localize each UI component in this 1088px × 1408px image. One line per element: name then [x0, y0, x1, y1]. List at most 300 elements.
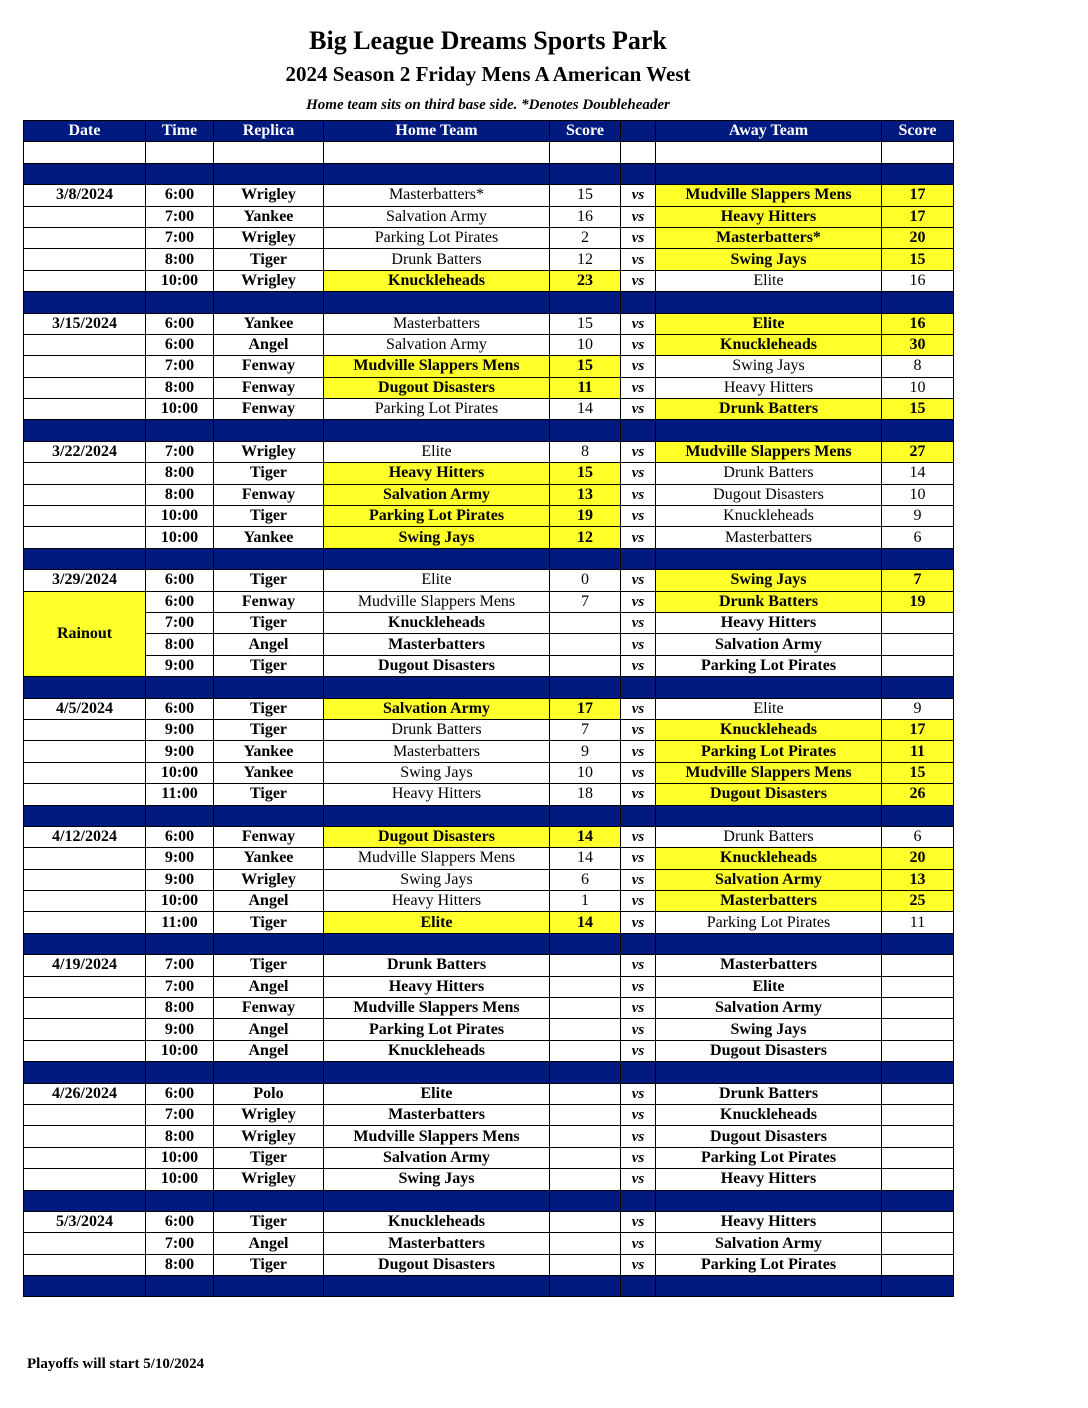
game-row: [24, 377, 954, 398]
away-score: [882, 998, 954, 1019]
date-cell: [24, 1019, 146, 1040]
date-cell: [24, 399, 146, 420]
game-row: [24, 249, 954, 270]
empty-cell: [324, 1276, 550, 1297]
away-score: 15: [882, 399, 954, 420]
home-team: Salvation Army: [324, 698, 550, 719]
game-row: [24, 741, 954, 762]
game-row: [24, 527, 954, 548]
empty-cell: [24, 1276, 146, 1297]
home-team: Dugout Disasters: [324, 655, 550, 676]
home-score: [550, 1019, 621, 1040]
away-score: 19: [882, 591, 954, 612]
empty-cell: [550, 292, 621, 313]
game-time: 8:00: [146, 484, 214, 505]
field-replica: Fenway: [214, 826, 324, 847]
date-cell: [24, 334, 146, 355]
empty-cell: [621, 142, 656, 163]
field-replica: Wrigley: [214, 869, 324, 890]
page-title: Big League Dreams Sports Park: [309, 26, 667, 55]
empty-cell: [24, 1190, 146, 1211]
empty-cell: [882, 548, 954, 569]
away-team: Drunk Batters: [656, 399, 882, 420]
empty-cell: [882, 1190, 954, 1211]
field-replica: Angel: [214, 1019, 324, 1040]
home-score: [550, 1169, 621, 1190]
away-team: Swing Jays: [656, 356, 882, 377]
away-score: [882, 1019, 954, 1040]
week-separator-row: [24, 933, 954, 954]
home-score: [550, 1040, 621, 1061]
game-row: [24, 591, 954, 612]
away-team: Dugout Disasters: [656, 1040, 882, 1061]
game-time: 6:00: [146, 826, 214, 847]
field-replica: Tiger: [214, 1211, 324, 1232]
empty-cell: [550, 677, 621, 698]
empty-cell: [882, 142, 954, 163]
away-team: Swing Jays: [656, 249, 882, 270]
game-time: 6:00: [146, 570, 214, 591]
home-score: 12: [550, 527, 621, 548]
game-row: [24, 484, 954, 505]
game-row: [24, 1169, 954, 1190]
vs-label: vs: [621, 356, 656, 377]
empty-cell: [656, 420, 882, 441]
game-time: 9:00: [146, 655, 214, 676]
game-row: [24, 1147, 954, 1168]
week-separator-row: [24, 1276, 954, 1297]
game-time: 9:00: [146, 719, 214, 740]
away-score: [882, 634, 954, 655]
game-time: 11:00: [146, 912, 214, 933]
home-team: Mudville Slappers Mens: [324, 848, 550, 869]
home-score: [550, 1211, 621, 1232]
field-replica: Yankee: [214, 848, 324, 869]
home-score: 0: [550, 570, 621, 591]
empty-cell: [214, 420, 324, 441]
home-score: 7: [550, 591, 621, 612]
vs-label: vs: [621, 399, 656, 420]
date-cell: [24, 527, 146, 548]
empty-cell: [882, 933, 954, 954]
field-replica: Wrigley: [214, 270, 324, 291]
empty-cell: [656, 292, 882, 313]
home-score: 9: [550, 741, 621, 762]
empty-cell: [621, 1190, 656, 1211]
col-date: Date: [24, 121, 146, 142]
vs-label: vs: [621, 741, 656, 762]
away-team: Parking Lot Pirates: [656, 912, 882, 933]
field-replica: Fenway: [214, 591, 324, 612]
week-separator-row: [24, 163, 954, 184]
field-replica: Fenway: [214, 377, 324, 398]
away-team: Parking Lot Pirates: [656, 655, 882, 676]
game-time: 6:00: [146, 1211, 214, 1232]
field-replica: Tiger: [214, 612, 324, 633]
home-team: Heavy Hitters: [324, 784, 550, 805]
date-cell: [24, 891, 146, 912]
home-team: Masterbatters: [324, 313, 550, 334]
away-team: Salvation Army: [656, 998, 882, 1019]
vs-label: vs: [621, 698, 656, 719]
empty-cell: [214, 1190, 324, 1211]
away-team: Masterbatters: [656, 955, 882, 976]
vs-label: vs: [621, 506, 656, 527]
field-replica: Wrigley: [214, 227, 324, 248]
field-replica: Yankee: [214, 741, 324, 762]
empty-cell: [621, 548, 656, 569]
away-team: Mudville Slappers Mens: [656, 762, 882, 783]
field-replica: Tiger: [214, 249, 324, 270]
game-row: [24, 1019, 954, 1040]
game-row: [24, 356, 954, 377]
empty-cell: [214, 142, 324, 163]
away-team: Knuckleheads: [656, 334, 882, 355]
vs-label: vs: [621, 869, 656, 890]
vs-label: vs: [621, 270, 656, 291]
home-score: [550, 1233, 621, 1254]
empty-cell: [621, 1276, 656, 1297]
away-score: [882, 1083, 954, 1104]
empty-cell: [146, 1190, 214, 1211]
away-team: Swing Jays: [656, 1019, 882, 1040]
home-score: 7: [550, 719, 621, 740]
field-replica: Yankee: [214, 313, 324, 334]
game-date: 3/29/2024: [24, 570, 146, 591]
game-row: [24, 912, 954, 933]
vs-label: vs: [621, 655, 656, 676]
vs-label: vs: [621, 826, 656, 847]
empty-cell: [146, 292, 214, 313]
home-score: 15: [550, 463, 621, 484]
home-score: 6: [550, 869, 621, 890]
home-score: 14: [550, 826, 621, 847]
away-team: Knuckleheads: [656, 848, 882, 869]
game-row: [24, 441, 954, 462]
date-cell: [24, 1104, 146, 1125]
home-team: Elite: [324, 570, 550, 591]
away-score: 17: [882, 719, 954, 740]
empty-cell: [214, 805, 324, 826]
field-replica: Fenway: [214, 484, 324, 505]
home-team: Knuckleheads: [324, 270, 550, 291]
empty-cell: [621, 163, 656, 184]
away-score: [882, 1211, 954, 1232]
game-row: [24, 1211, 954, 1232]
field-replica: Angel: [214, 1040, 324, 1061]
vs-label: vs: [621, 377, 656, 398]
empty-cell: [656, 1062, 882, 1083]
game-time: 10:00: [146, 1169, 214, 1190]
empty-cell: [621, 677, 656, 698]
game-date: 4/5/2024: [24, 698, 146, 719]
home-score: [550, 634, 621, 655]
away-team: Elite: [656, 698, 882, 719]
empty-cell: [214, 548, 324, 569]
game-time: 8:00: [146, 1254, 214, 1275]
away-score: [882, 1147, 954, 1168]
date-cell: [24, 1040, 146, 1061]
date-cell: [24, 506, 146, 527]
home-team: Parking Lot Pirates: [324, 1019, 550, 1040]
date-cell: [24, 1254, 146, 1275]
game-row: [24, 334, 954, 355]
vs-label: vs: [621, 484, 656, 505]
home-score: [550, 1254, 621, 1275]
field-replica: Fenway: [214, 399, 324, 420]
empty-cell: [214, 677, 324, 698]
away-score: 11: [882, 741, 954, 762]
away-team: Mudville Slappers Mens: [656, 441, 882, 462]
week-separator-row: [24, 805, 954, 826]
date-cell: [24, 912, 146, 933]
vs-label: vs: [621, 185, 656, 206]
away-score: [882, 1169, 954, 1190]
away-team: Elite: [656, 313, 882, 334]
field-replica: Tiger: [214, 719, 324, 740]
empty-cell: [621, 1062, 656, 1083]
vs-label: vs: [621, 955, 656, 976]
date-cell: [24, 848, 146, 869]
week-separator-row: [24, 1190, 954, 1211]
game-row: [24, 655, 954, 676]
away-score: [882, 1126, 954, 1147]
away-score: [882, 1040, 954, 1061]
home-team: Swing Jays: [324, 869, 550, 890]
field-replica: Tiger: [214, 698, 324, 719]
empty-cell: [882, 292, 954, 313]
game-row: [24, 955, 954, 976]
game-time: 8:00: [146, 463, 214, 484]
away-score: [882, 1104, 954, 1125]
home-score: 17: [550, 698, 621, 719]
empty-cell: [146, 1276, 214, 1297]
away-team: Swing Jays: [656, 570, 882, 591]
date-cell: [24, 998, 146, 1019]
game-time: 8:00: [146, 377, 214, 398]
field-replica: Wrigley: [214, 1126, 324, 1147]
empty-cell: [656, 1190, 882, 1211]
vs-label: vs: [621, 334, 656, 355]
vs-label: vs: [621, 570, 656, 591]
home-score: 14: [550, 848, 621, 869]
game-time: 10:00: [146, 762, 214, 783]
rainout-label: Rainout: [24, 591, 146, 677]
away-team: Mudville Slappers Mens: [656, 185, 882, 206]
away-team: Elite: [656, 976, 882, 997]
away-score: 15: [882, 249, 954, 270]
empty-cell: [146, 1062, 214, 1083]
week-separator-row: [24, 548, 954, 569]
home-score: [550, 655, 621, 676]
game-date: 4/26/2024: [24, 1083, 146, 1104]
empty-cell: [146, 548, 214, 569]
home-team: Salvation Army: [324, 1147, 550, 1168]
date-cell: [24, 227, 146, 248]
game-row: [24, 1104, 954, 1125]
field-replica: Angel: [214, 1233, 324, 1254]
game-time: 10:00: [146, 399, 214, 420]
game-row: [24, 463, 954, 484]
empty-cell: [656, 163, 882, 184]
game-time: 7:00: [146, 1233, 214, 1254]
empty-cell: [882, 420, 954, 441]
home-score: [550, 1147, 621, 1168]
empty-cell: [24, 933, 146, 954]
away-score: 15: [882, 762, 954, 783]
empty-cell: [882, 805, 954, 826]
vs-label: vs: [621, 634, 656, 655]
home-team: Knuckleheads: [324, 1040, 550, 1061]
empty-cell: [656, 677, 882, 698]
blank-row: [24, 142, 954, 163]
home-team: Elite: [324, 441, 550, 462]
date-cell: [24, 1126, 146, 1147]
home-score: 15: [550, 356, 621, 377]
away-team: Dugout Disasters: [656, 1126, 882, 1147]
game-date: 3/8/2024: [24, 185, 146, 206]
game-row: [24, 206, 954, 227]
field-replica: Wrigley: [214, 1104, 324, 1125]
away-score: [882, 1233, 954, 1254]
game-time: 7:00: [146, 206, 214, 227]
week-separator-row: [24, 677, 954, 698]
away-score: 9: [882, 506, 954, 527]
away-team: Masterbatters: [656, 891, 882, 912]
field-replica: Tiger: [214, 463, 324, 484]
away-score: 20: [882, 848, 954, 869]
empty-cell: [324, 1062, 550, 1083]
home-team: Masterbatters: [324, 1104, 550, 1125]
home-score: 16: [550, 206, 621, 227]
home-score: [550, 955, 621, 976]
game-time: 10:00: [146, 1040, 214, 1061]
empty-cell: [656, 805, 882, 826]
date-cell: [24, 976, 146, 997]
home-team: Knuckleheads: [324, 1211, 550, 1232]
empty-cell: [324, 163, 550, 184]
game-row: [24, 848, 954, 869]
away-team: Salvation Army: [656, 634, 882, 655]
game-time: 8:00: [146, 634, 214, 655]
empty-cell: [214, 1062, 324, 1083]
field-replica: Angel: [214, 891, 324, 912]
away-team: Drunk Batters: [656, 826, 882, 847]
empty-cell: [882, 677, 954, 698]
home-team: Mudville Slappers Mens: [324, 591, 550, 612]
vs-label: vs: [621, 912, 656, 933]
away-score: 6: [882, 527, 954, 548]
vs-label: vs: [621, 976, 656, 997]
home-team: Parking Lot Pirates: [324, 506, 550, 527]
game-row: [24, 227, 954, 248]
empty-cell: [324, 420, 550, 441]
away-score: 27: [882, 441, 954, 462]
field-replica: Angel: [214, 634, 324, 655]
vs-label: vs: [621, 227, 656, 248]
empty-cell: [324, 805, 550, 826]
home-team: Masterbatters: [324, 634, 550, 655]
field-replica: Yankee: [214, 206, 324, 227]
game-row: [24, 719, 954, 740]
home-score: [550, 1083, 621, 1104]
field-replica: Angel: [214, 976, 324, 997]
game-time: 7:00: [146, 976, 214, 997]
game-date: 5/3/2024: [24, 1211, 146, 1232]
home-score: 10: [550, 334, 621, 355]
field-replica: Tiger: [214, 655, 324, 676]
away-team: Drunk Batters: [656, 1083, 882, 1104]
game-time: 7:00: [146, 955, 214, 976]
home-team: Salvation Army: [324, 334, 550, 355]
game-time: 8:00: [146, 1126, 214, 1147]
away-score: 10: [882, 377, 954, 398]
game-row: [24, 313, 954, 334]
home-team: Mudville Slappers Mens: [324, 1126, 550, 1147]
vs-label: vs: [621, 249, 656, 270]
game-row: [24, 762, 954, 783]
game-row: [24, 1083, 954, 1104]
away-score: 7: [882, 570, 954, 591]
col-home-score: Score: [550, 121, 621, 142]
game-time: 10:00: [146, 506, 214, 527]
empty-cell: [324, 933, 550, 954]
home-team: Drunk Batters: [324, 955, 550, 976]
game-row: [24, 784, 954, 805]
game-row: [24, 1040, 954, 1061]
empty-cell: [146, 142, 214, 163]
empty-cell: [24, 805, 146, 826]
away-team: Drunk Batters: [656, 591, 882, 612]
away-score: [882, 612, 954, 633]
home-score: [550, 612, 621, 633]
empty-cell: [24, 163, 146, 184]
home-team: Salvation Army: [324, 206, 550, 227]
empty-cell: [882, 1276, 954, 1297]
game-time: 7:00: [146, 227, 214, 248]
game-time: 6:00: [146, 185, 214, 206]
vs-label: vs: [621, 1126, 656, 1147]
date-cell: [24, 463, 146, 484]
empty-cell: [324, 548, 550, 569]
away-team: Heavy Hitters: [656, 206, 882, 227]
empty-cell: [550, 420, 621, 441]
empty-cell: [656, 142, 882, 163]
away-team: Salvation Army: [656, 1233, 882, 1254]
away-score: 16: [882, 270, 954, 291]
vs-label: vs: [621, 1040, 656, 1061]
empty-cell: [146, 163, 214, 184]
away-team: Heavy Hitters: [656, 612, 882, 633]
field-replica: Fenway: [214, 356, 324, 377]
date-cell: [24, 1169, 146, 1190]
vs-label: vs: [621, 1211, 656, 1232]
home-score: 19: [550, 506, 621, 527]
schedule-body: [24, 142, 954, 1297]
vs-label: vs: [621, 313, 656, 334]
game-time: 8:00: [146, 998, 214, 1019]
game-row: [24, 1233, 954, 1254]
home-team: Swing Jays: [324, 527, 550, 548]
vs-label: vs: [621, 848, 656, 869]
away-team: Drunk Batters: [656, 463, 882, 484]
date-cell: [24, 719, 146, 740]
empty-cell: [24, 1062, 146, 1083]
home-team: Swing Jays: [324, 762, 550, 783]
vs-label: vs: [621, 1019, 656, 1040]
empty-cell: [656, 933, 882, 954]
away-score: [882, 1254, 954, 1275]
